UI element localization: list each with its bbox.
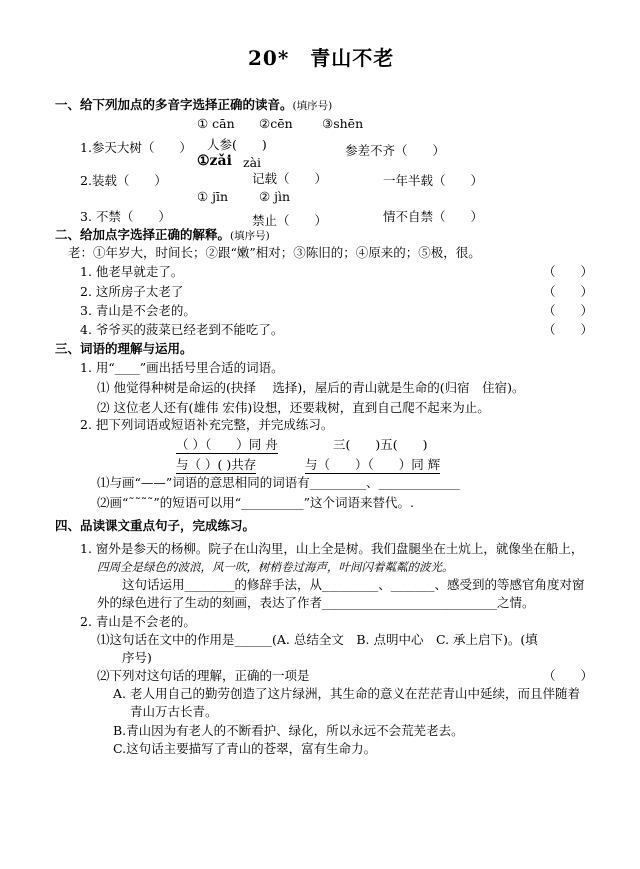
question-2-3: 一年半载（ ） <box>383 173 484 188</box>
answer-blank: （ ） <box>543 303 594 318</box>
passage-question-line-2: 外的绿色进行了生动的刻画，表达了作者____________________________之情。 <box>97 595 535 610</box>
pinyin-option-can-1: ① cān <box>197 116 235 131</box>
section-1-header <box>55 98 332 113</box>
answer-blank: （ ） <box>543 322 594 337</box>
section-3-question-1-sub-2: ⑵ 这位老人还有(雄伟 宏伟)设想，还要栽树，直到自己爬不起来为止。 <box>97 400 490 415</box>
section-4-question-2-sub-1-cont: 序号) <box>122 650 152 665</box>
definition-list: 老：①年岁大，时间长；②跟“嫩”相对；③陈旧的；④原来的；⑤极，很。 <box>68 245 481 260</box>
pinyin-option-jin-1: ① jīn <box>197 189 229 204</box>
passage-line-1: 1. 窗外是参天的杨柳。院子在山沟里，山上全是树。我们盘腿坐在土炕上，就像坐在船上， <box>80 541 584 556</box>
pinyin-option-zai-2: zài <box>243 155 262 170</box>
section-4-question-2-sub-2: ⑵下列对这句话的理解，正确的一项是 <box>97 668 310 683</box>
pinyin-option-jin-2: ② jìn <box>259 189 291 204</box>
question-1-2: 人参( ) <box>207 137 267 152</box>
section-3-question-1: 1. 用“____”画出括号里合适的词语。 <box>80 360 284 375</box>
pinyin-option-can-2: ②cēn <box>259 116 293 131</box>
section-1-heading: 一、给下列加点的多音字选择正确的读音。 <box>55 97 293 112</box>
question-3-2: 禁止（ ） <box>252 213 328 228</box>
pinyin-option-can-3: ③shēn <box>322 116 364 131</box>
section-1-note: (填序号) <box>292 100 333 112</box>
answer-blank: （ ） <box>543 264 594 279</box>
question-2-1: 2.装载（ ） <box>80 173 167 188</box>
section-4-heading: 四、品读课文重点句子，完成练习。 <box>55 518 256 533</box>
page-title: 20* 青山不老 <box>248 46 395 70</box>
answer-blank: （ ） <box>543 668 594 683</box>
section-4-question-2: 2. 青山是不会老的。 <box>80 614 196 629</box>
section-2-header <box>55 228 270 243</box>
passage-quote: 四周全是绿色的波浪，风一吹，树梢卷过海声，叶间闪着粼粼的波光。 <box>97 560 454 574</box>
section-3-question-2: 2. 把下列词语或短语补充完整，并完成练习。 <box>80 417 334 432</box>
phrase-blank-1 <box>176 438 278 452</box>
list-item: 1. 他老早就走了。 <box>80 264 184 279</box>
question-3-3: 情不自禁（ ） <box>383 209 484 224</box>
option-a: A. 老人用自己的勤劳创造了这片绿洲，其生命的意义在茫茫青山中延续，而且伴随着 <box>113 686 580 701</box>
section-4-question-2-sub-1: ⑴这句话在文中的作用是______(A. 总结全文 B. 点明中心 C. 承上启下)。(填 <box>97 632 538 647</box>
question-1-1: 1.参天大树（ ） <box>80 140 192 155</box>
question-1-3: 参差不齐（ ） <box>345 143 446 158</box>
list-item: 2. 这所房子太老了 <box>80 284 184 299</box>
option-a-cont: 青山万古长青。 <box>130 704 218 719</box>
option-b: B.青山因为有老人的不断看护、绿化，所以永远不会荒芜老去。 <box>113 723 464 738</box>
question-2-2: 记载（ ） <box>252 171 328 186</box>
question-3-1: 3. 不禁（ ） <box>80 209 171 224</box>
phrase-blank-4-text: 与（ ）（ ）同 辉 <box>305 457 441 472</box>
section-2-heading: 二、给加点字选择正确的解释。 <box>55 227 231 242</box>
passage-question-line-1: 这句话运用________的修辞手法，从_________、_______、感受到的等感官角度对窗 <box>122 577 585 592</box>
phrase-blank-1-text: （ ）（ ）同 舟 <box>176 437 278 452</box>
phrase-blank-3-text: 与（ ）( )共存 <box>176 457 257 472</box>
option-c: C.这句话主要描写了青山的苍翠，富有生命力。 <box>113 741 377 756</box>
phrase-blank-3 <box>176 458 256 472</box>
section-2-note: (填序号) <box>230 230 270 242</box>
section-3-question-1-sub-1: ⑴ 他觉得种树是命运的(抉择 选择)，屋后的青山就是生命的(归宿 住宿)。 <box>97 380 525 395</box>
answer-blank: （ ） <box>543 284 594 299</box>
list-item: 3. 青山是不会老的。 <box>80 303 196 318</box>
section-3-question-2-sub-1: ⑴与画“——”词语的意思相同的词语有_________、_____________ <box>97 475 460 490</box>
phrase-blank-2: 三( )五( ) <box>333 437 428 452</box>
list-item: 4. 爷爷买的菠菜已经老到不能吃了。 <box>80 322 284 337</box>
section-3-heading: 三、词语的理解与运用。 <box>55 341 193 356</box>
section-3-question-2-sub-2: ⑵画“˜˜˜˜”的短语可以用“__________”这个词语来替代。. <box>97 495 415 510</box>
pinyin-option-zai-1: ①zǎi <box>197 153 232 169</box>
phrase-blank-4 <box>305 458 440 472</box>
